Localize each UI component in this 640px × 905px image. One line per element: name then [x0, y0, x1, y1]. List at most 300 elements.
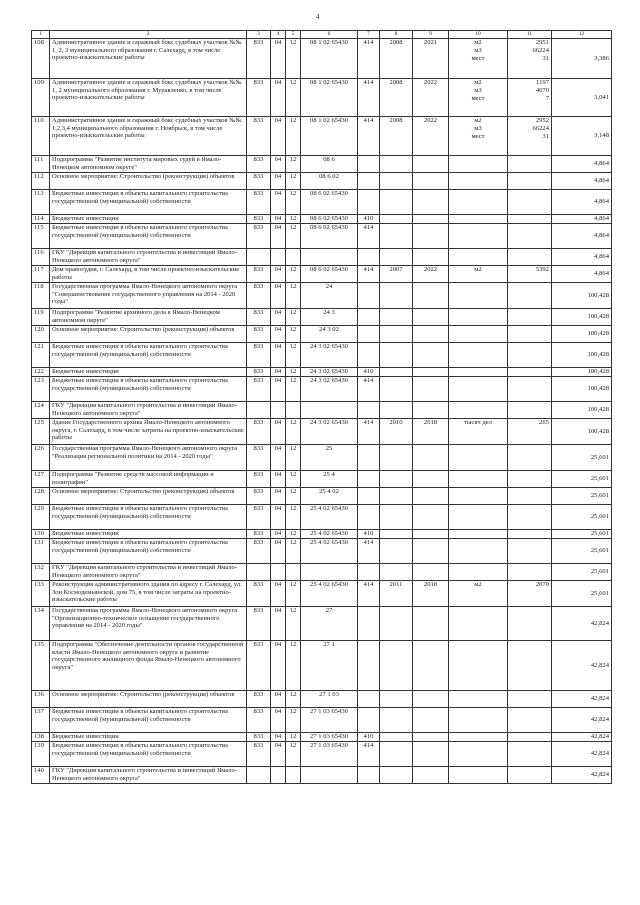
capacity-value — [508, 402, 552, 419]
start-year — [380, 173, 413, 190]
table-row — [32, 283, 612, 309]
subsection-code: 12 — [286, 641, 301, 691]
item-name: Государственная программа Ямало-Ненецкого автономного округа "Совершенствование государственного управления на 2014 - 2020 годы" — [50, 283, 247, 309]
item-name: Бюджетные инвестиции — [50, 530, 247, 539]
expense-type-code: 414 — [358, 117, 380, 156]
row-number: 139 — [32, 742, 50, 767]
start-year — [380, 539, 413, 564]
expense-type-code: 414 — [358, 539, 380, 564]
end-year: 2021 — [413, 39, 449, 79]
expense-type-code — [358, 283, 380, 309]
start-year — [380, 767, 413, 784]
table-row — [32, 530, 612, 539]
capacity-value — [508, 471, 552, 488]
section-code: 04 — [271, 326, 286, 343]
capacity-unit — [449, 190, 508, 215]
expense-type-code — [358, 173, 380, 190]
item-name: Бюджетные инвестиции — [50, 215, 247, 224]
target-article-code: 24 — [301, 283, 358, 309]
target-article-code: 24 3 02 — [301, 326, 358, 343]
target-article-code: 25 — [301, 445, 358, 471]
expense-type-code — [358, 471, 380, 488]
start-year — [380, 309, 413, 326]
target-article-code: 27 1 — [301, 641, 358, 691]
item-name: Дом правосудия, г. Салехард, в том числе проектно-изыскательские работы — [50, 266, 247, 283]
item-name: Бюджетные инвестиции в объекты капитального строительства государственной (муниципальной) собственности — [50, 742, 247, 767]
start-year — [380, 530, 413, 539]
row-number: 112 — [32, 173, 50, 190]
amount: 3,386 — [552, 39, 612, 79]
expense-type-code: 414 — [358, 742, 380, 767]
target-article-code: 25 4 02 — [301, 488, 358, 505]
column-number: 12 — [552, 31, 612, 39]
amount: 100,428 — [552, 343, 612, 368]
subsection-code: 12 — [286, 742, 301, 767]
subsection-code — [286, 402, 301, 419]
amount: 42,824 — [552, 691, 612, 708]
capacity-unit — [449, 309, 508, 326]
target-article-code: 27 — [301, 607, 358, 641]
subsection-code: 12 — [286, 733, 301, 742]
section-code: 04 — [271, 641, 286, 691]
item-name: Основное мероприятие: Строительство (реконструкция) объектов — [50, 488, 247, 505]
table-row — [32, 564, 612, 581]
column-number: 8 — [380, 31, 413, 39]
section-code: 04 — [271, 607, 286, 641]
start-year — [380, 742, 413, 767]
section-code: 04 — [271, 445, 286, 471]
table-row — [32, 190, 612, 215]
section-code: 04 — [271, 505, 286, 530]
capacity-value — [508, 224, 552, 249]
ministry-code: 833 — [247, 173, 271, 190]
start-year — [380, 156, 413, 173]
target-article-code: 08 6 02 65430 — [301, 215, 358, 224]
ministry-code: 833 — [247, 691, 271, 708]
end-year — [413, 742, 449, 767]
expense-type-code — [358, 691, 380, 708]
capacity-value — [508, 708, 552, 733]
end-year: 2018 — [413, 419, 449, 445]
item-name: Реконструкция административного здания по адресу г. Салехард, ул. Зои Космодемьянской, дом 75, в том числе затраты на проектно-изыскательские работы — [50, 581, 247, 607]
target-article-code — [301, 564, 358, 581]
ministry-code: 833 — [247, 641, 271, 691]
capacity-value — [508, 343, 552, 368]
capacity-value — [508, 539, 552, 564]
end-year — [413, 767, 449, 784]
capacity-unit — [449, 224, 508, 249]
ministry-code: 833 — [247, 419, 271, 445]
column-number: 3 — [247, 31, 271, 39]
capacity-value: 265 — [508, 419, 552, 445]
capacity-unit — [449, 445, 508, 471]
ministry-code: 833 — [247, 224, 271, 249]
subsection-code: 12 — [286, 190, 301, 215]
table-row — [32, 156, 612, 173]
end-year — [413, 156, 449, 173]
end-year — [413, 377, 449, 402]
table-row — [32, 581, 612, 607]
amount: 4,864 — [552, 173, 612, 190]
item-name: Подпрограмма "Развитие института мировых судей в Ямало-Ненецком автономном округе" — [50, 156, 247, 173]
capacity-unit: м2 м3 мест — [449, 117, 508, 156]
capacity-unit: м2 — [449, 266, 508, 283]
section-code: 04 — [271, 368, 286, 377]
capacity-value: 2951 66224 31 — [508, 39, 552, 79]
column-number-row — [32, 31, 612, 39]
row-number: 125 — [32, 419, 50, 445]
capacity-unit — [449, 767, 508, 784]
row-number: 113 — [32, 190, 50, 215]
end-year — [413, 343, 449, 368]
section-code: 04 — [271, 471, 286, 488]
start-year — [380, 445, 413, 471]
start-year — [380, 691, 413, 708]
target-article-code — [301, 767, 358, 784]
capacity-unit — [449, 539, 508, 564]
target-article-code: 27 1 03 65430 — [301, 733, 358, 742]
amount: 4,864 — [552, 266, 612, 283]
row-number: 111 — [32, 156, 50, 173]
ministry-code: 833 — [247, 607, 271, 641]
amount: 25,601 — [552, 581, 612, 607]
item-name: Бюджетные инвестиции — [50, 368, 247, 377]
end-year — [413, 215, 449, 224]
subsection-code — [286, 249, 301, 266]
expense-type-code: 414 — [358, 581, 380, 607]
capacity-value: 2070 — [508, 581, 552, 607]
target-article-code — [301, 402, 358, 419]
table-row — [32, 173, 612, 190]
item-name: ГКУ "Дирекция капитального строительства и инвестиций Ямало-Ненецкого автономного округа" — [50, 402, 247, 419]
ministry-code: 833 — [247, 79, 271, 117]
row-number: 109 — [32, 79, 50, 117]
end-year — [413, 368, 449, 377]
row-number: 114 — [32, 215, 50, 224]
capacity-unit — [449, 326, 508, 343]
capacity-unit — [449, 173, 508, 190]
end-year — [413, 733, 449, 742]
capacity-value — [508, 173, 552, 190]
capacity-unit: м2 — [449, 581, 508, 607]
ministry-code: 833 — [247, 445, 271, 471]
row-number: 138 — [32, 733, 50, 742]
start-year — [380, 283, 413, 309]
capacity-unit — [449, 488, 508, 505]
end-year — [413, 471, 449, 488]
row-number: 124 — [32, 402, 50, 419]
subsection-code — [286, 767, 301, 784]
ministry-code: 833 — [247, 343, 271, 368]
amount: 3,148 — [552, 117, 612, 156]
capacity-value — [508, 742, 552, 767]
section-code: 04 — [271, 539, 286, 564]
section-code: 04 — [271, 266, 286, 283]
subsection-code: 12 — [286, 708, 301, 733]
target-article-code: 08 6 02 65430 — [301, 190, 358, 215]
subsection-code: 12 — [286, 488, 301, 505]
section-code: 04 — [271, 173, 286, 190]
ministry-code: 833 — [247, 708, 271, 733]
ministry-code — [247, 767, 271, 784]
expense-type-code — [358, 564, 380, 581]
amount: 42,824 — [552, 708, 612, 733]
target-article-code: 24 3 02 65430 — [301, 343, 358, 368]
target-article-code: 27 1 03 65430 — [301, 742, 358, 767]
amount: 100,428 — [552, 377, 612, 402]
subsection-code: 12 — [286, 471, 301, 488]
target-article-code: 08 1 02 65430 — [301, 79, 358, 117]
amount: 4,864 — [552, 190, 612, 215]
capacity-value — [508, 215, 552, 224]
column-number: 1 — [32, 31, 50, 39]
column-number: 7 — [358, 31, 380, 39]
table-row — [32, 539, 612, 564]
amount: 42,824 — [552, 742, 612, 767]
capacity-unit: тысяч дел — [449, 419, 508, 445]
start-year — [380, 343, 413, 368]
amount: 42,824 — [552, 641, 612, 691]
item-name: Бюджетные инвестиции в объекты капитального строительства государственной (муниципальной) собственности — [50, 505, 247, 530]
end-year — [413, 173, 449, 190]
capacity-value — [508, 488, 552, 505]
table-row — [32, 368, 612, 377]
expense-type-code — [358, 505, 380, 530]
subsection-code: 12 — [286, 581, 301, 607]
ministry-code: 833 — [247, 266, 271, 283]
end-year — [413, 539, 449, 564]
subsection-code: 12 — [286, 530, 301, 539]
table-row — [32, 249, 612, 266]
row-number: 131 — [32, 539, 50, 564]
table-row — [32, 419, 612, 445]
capacity-unit — [449, 402, 508, 419]
target-article-code: 27 1 03 — [301, 691, 358, 708]
section-code: 04 — [271, 691, 286, 708]
item-name: Подпрограмма "Развитие архивного дела в Ямало-Ненецком автономном округе" — [50, 309, 247, 326]
expense-type-code — [358, 445, 380, 471]
capacity-unit — [449, 156, 508, 173]
row-number: 121 — [32, 343, 50, 368]
subsection-code: 12 — [286, 368, 301, 377]
target-article-code: 25 4 02 65430 — [301, 581, 358, 607]
end-year — [413, 505, 449, 530]
target-article-code: 24 3 02 65430 — [301, 377, 358, 402]
subsection-code: 12 — [286, 309, 301, 326]
ministry-code: 833 — [247, 530, 271, 539]
target-article-code: 24 3 02 65430 — [301, 368, 358, 377]
capacity-value — [508, 190, 552, 215]
capacity-value — [508, 445, 552, 471]
table-row — [32, 445, 612, 471]
capacity-value — [508, 156, 552, 173]
capacity-unit — [449, 368, 508, 377]
item-name: Государственная программа Ямало-Ненецкого автономного округа "Организационно-техническое оснащение государственного управления на 2014 - 2020 годы" — [50, 607, 247, 641]
capacity-unit — [449, 742, 508, 767]
section-code: 04 — [271, 530, 286, 539]
target-article-code: 08 6 02 — [301, 173, 358, 190]
ministry-code: 833 — [247, 581, 271, 607]
row-number: 127 — [32, 471, 50, 488]
start-year: 2011 — [380, 581, 413, 607]
capacity-unit — [449, 505, 508, 530]
start-year — [380, 402, 413, 419]
amount: 100,428 — [552, 309, 612, 326]
row-number: 108 — [32, 39, 50, 79]
budget-table — [31, 30, 612, 784]
table-row — [32, 505, 612, 530]
capacity-unit — [449, 343, 508, 368]
row-number: 122 — [32, 368, 50, 377]
ministry-code: 833 — [247, 368, 271, 377]
table-row — [32, 309, 612, 326]
expense-type-code — [358, 343, 380, 368]
table-row — [32, 767, 612, 784]
subsection-code: 12 — [286, 266, 301, 283]
table-row — [32, 742, 612, 767]
start-year — [380, 326, 413, 343]
end-year — [413, 607, 449, 641]
section-code: 04 — [271, 708, 286, 733]
target-article-code: 25 4 02 65430 — [301, 505, 358, 530]
subsection-code: 12 — [286, 39, 301, 79]
subsection-code: 12 — [286, 283, 301, 309]
expense-type-code — [358, 249, 380, 266]
ministry-code: 833 — [247, 215, 271, 224]
section-code — [271, 402, 286, 419]
section-code: 04 — [271, 224, 286, 249]
subsection-code — [286, 564, 301, 581]
capacity-value — [508, 564, 552, 581]
subsection-code: 12 — [286, 173, 301, 190]
section-code: 04 — [271, 309, 286, 326]
section-code — [271, 249, 286, 266]
item-name: Бюджетные инвестиции в объекты капитального строительства государственной (муниципальной) собственности — [50, 343, 247, 368]
target-article-code: 08 6 02 65430 — [301, 224, 358, 249]
start-year — [380, 215, 413, 224]
capacity-unit — [449, 691, 508, 708]
expense-type-code: 414 — [358, 224, 380, 249]
row-number: 118 — [32, 283, 50, 309]
ministry-code — [247, 249, 271, 266]
end-year — [413, 224, 449, 249]
capacity-unit — [449, 641, 508, 691]
ministry-code: 833 — [247, 742, 271, 767]
item-name: Подпрограмма "Обеспечение деятельности органов государственной власти Ямало-Ненецкого автономного округа и развитие государственного жилищного фонда Ямало-Ненецкого автономного округа" — [50, 641, 247, 691]
row-number: 135 — [32, 641, 50, 691]
expense-type-code: 414 — [358, 39, 380, 79]
row-number: 120 — [32, 326, 50, 343]
table-row — [32, 117, 612, 156]
end-year — [413, 708, 449, 733]
capacity-unit — [449, 249, 508, 266]
expense-type-code: 410 — [358, 215, 380, 224]
item-name: Бюджетные инвестиции — [50, 733, 247, 742]
subsection-code: 12 — [286, 224, 301, 249]
start-year: 2007 — [380, 266, 413, 283]
amount: 25,601 — [552, 488, 612, 505]
item-name: Основное мероприятие: Строительство (реконструкция) объектов — [50, 173, 247, 190]
row-number: 126 — [32, 445, 50, 471]
section-code: 04 — [271, 419, 286, 445]
capacity-value — [508, 326, 552, 343]
row-number: 136 — [32, 691, 50, 708]
expense-type-code — [358, 641, 380, 691]
amount: 4,864 — [552, 249, 612, 266]
section-code — [271, 564, 286, 581]
section-code: 04 — [271, 343, 286, 368]
start-year — [380, 607, 413, 641]
capacity-value: 1197 4670 7 — [508, 79, 552, 117]
capacity-unit — [449, 471, 508, 488]
capacity-value — [508, 505, 552, 530]
section-code: 04 — [271, 488, 286, 505]
ministry-code — [247, 402, 271, 419]
section-code: 04 — [271, 742, 286, 767]
end-year: 2018 — [413, 581, 449, 607]
column-number: 11 — [508, 31, 552, 39]
row-number: 137 — [32, 708, 50, 733]
capacity-value — [508, 767, 552, 784]
amount: 25,601 — [552, 445, 612, 471]
ministry-code: 833 — [247, 156, 271, 173]
end-year — [413, 402, 449, 419]
expense-type-code — [358, 402, 380, 419]
row-number: 129 — [32, 505, 50, 530]
subsection-code: 12 — [286, 343, 301, 368]
capacity-value — [508, 368, 552, 377]
expense-type-code: 410 — [358, 368, 380, 377]
capacity-unit: м2 м3 мест — [449, 79, 508, 117]
amount: 3,041 — [552, 79, 612, 117]
target-article-code: 08 6 02 65430 — [301, 266, 358, 283]
end-year — [413, 691, 449, 708]
end-year — [413, 488, 449, 505]
ministry-code: 833 — [247, 471, 271, 488]
capacity-unit — [449, 530, 508, 539]
table-row — [32, 733, 612, 742]
expense-type-code: 410 — [358, 733, 380, 742]
capacity-unit — [449, 733, 508, 742]
target-article-code: 27 1 03 65430 — [301, 708, 358, 733]
target-article-code: 08 1 02 65430 — [301, 117, 358, 156]
start-year — [380, 733, 413, 742]
subsection-code: 12 — [286, 156, 301, 173]
item-name: Здание Государственного архива Ямало-Ненецкого автономного округа, г. Салехард, в том числе затраты на проектно-изыскательские работы — [50, 419, 247, 445]
end-year — [413, 326, 449, 343]
target-article-code: 25 4 02 65430 — [301, 539, 358, 564]
item-name: Бюджетные инвестиции в объекты капитального строительства государственной (муниципальной) собственности — [50, 190, 247, 215]
section-code: 04 — [271, 117, 286, 156]
section-code — [271, 767, 286, 784]
table-row — [32, 691, 612, 708]
item-name: Подпрограмма "Развитие средств массовой информации и полиграфии" — [50, 471, 247, 488]
subsection-code: 12 — [286, 419, 301, 445]
target-article-code: 08 6 — [301, 156, 358, 173]
column-number: 6 — [301, 31, 358, 39]
capacity-value — [508, 283, 552, 309]
amount: 42,824 — [552, 733, 612, 742]
item-name: Бюджетные инвестиции в объекты капитального строительства государственной (муниципальной) собственности — [50, 377, 247, 402]
amount: 100,428 — [552, 368, 612, 377]
subsection-code: 12 — [286, 326, 301, 343]
item-name: ГКУ "Дирекция капитального строительства и инвестиций Ямало-Ненецкого автономного округа" — [50, 767, 247, 784]
capacity-value — [508, 309, 552, 326]
table-row — [32, 488, 612, 505]
subsection-code: 12 — [286, 539, 301, 564]
start-year — [380, 505, 413, 530]
expense-type-code: 414 — [358, 419, 380, 445]
